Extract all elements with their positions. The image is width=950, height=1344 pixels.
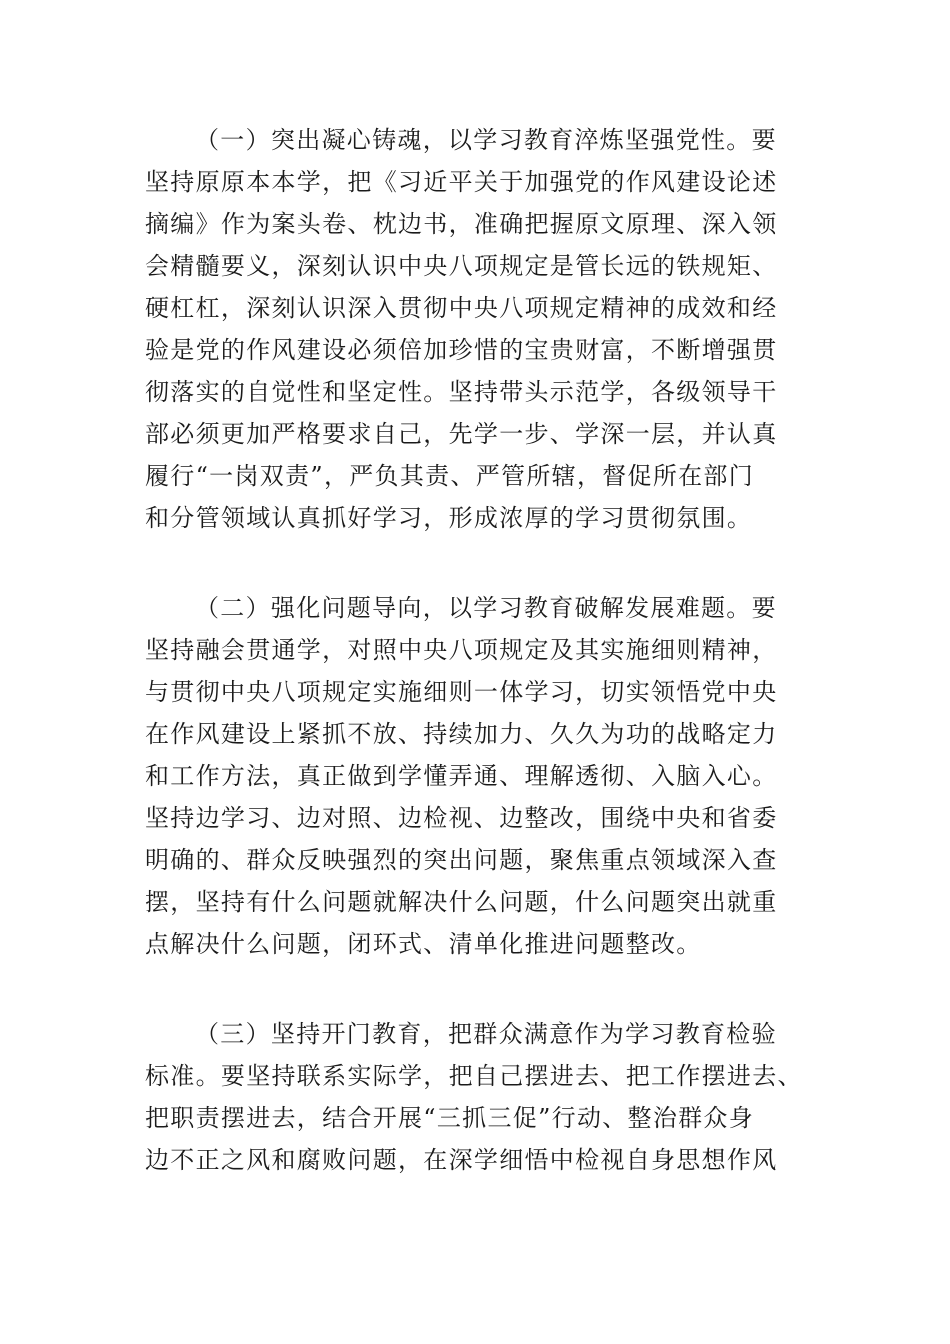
paragraph-line: 摘编》作为案头卷、枕边书，准确把握原文原理、深入领 <box>145 210 778 238</box>
paragraph-line: 点解决什么问题，闭环式、清单化推进问题整改。 <box>145 930 702 958</box>
paragraph-line: 和工作方法，真正做到学懂弄通、理解透彻、入脑入心。 <box>145 762 778 790</box>
paragraph-line: 彻落实的自觉性和坚定性。坚持带头示范学，各级领导干 <box>145 378 778 406</box>
paragraph-line: 坚持边学习、边对照、边检视、边整改，围绕中央和省委 <box>145 804 778 832</box>
paragraph-line: 在作风建设上紧抓不放、持续加力、久久为功的战略定力 <box>145 720 778 748</box>
paragraph-line: 与贯彻中央八项规定实施细则一体学习，切实领悟党中央 <box>145 678 778 706</box>
paragraph-line: 坚持融会贯通学，对照中央八项规定及其实施细则精神， <box>145 636 778 664</box>
paragraph-line: （三）坚持开门教育，把群众满意作为学习教育检验 <box>195 1020 777 1048</box>
paragraph-line: 坚持原原本本学，把《习近平关于加强党的作风建设论述 <box>145 168 778 196</box>
paragraph-line: 验是党的作风建设必须倍加珍惜的宝贵财富，不断增强贯 <box>145 336 778 364</box>
paragraph-line: （二）强化问题导向，以学习教育破解发展难题。要 <box>195 594 777 622</box>
paragraph-line: （一）突出凝心铸魂，以学习教育淬炼坚强党性。要 <box>195 126 777 154</box>
paragraph-line: 会精髓要义，深刻认识中央八项规定是管长远的铁规矩、 <box>145 252 778 280</box>
paragraph-line: 明确的、群众反映强烈的突出问题，聚焦重点领域深入查 <box>145 846 778 874</box>
paragraph-line: 摆，坚持有什么问题就解决什么问题，什么问题突出就重 <box>145 888 778 916</box>
paragraph-line: 把职责摆进去，结合开展“三抓三促”行动、整治群众身 <box>145 1104 755 1132</box>
paragraph-line: 部必须更加严格要求自己，先学一步、学深一层，并认真 <box>145 420 778 448</box>
paragraph-line: 履行“一岗双责”，严负其责、严管所辖，督促所在部门 <box>145 462 755 490</box>
paragraph-line: 边不正之风和腐败问题，在深学细悟中检视自身思想作风 <box>145 1146 778 1174</box>
paragraph-line: 和分管领域认真抓好学习，形成浓厚的学习贯彻氛围。 <box>145 504 753 532</box>
paragraph-line: 硬杠杠，深刻认识深入贯彻中央八项规定精神的成效和经 <box>145 294 778 322</box>
paragraph-line: 标准。要坚持联系实际学，把自己摆进去、把工作摆进去、 <box>145 1062 803 1090</box>
